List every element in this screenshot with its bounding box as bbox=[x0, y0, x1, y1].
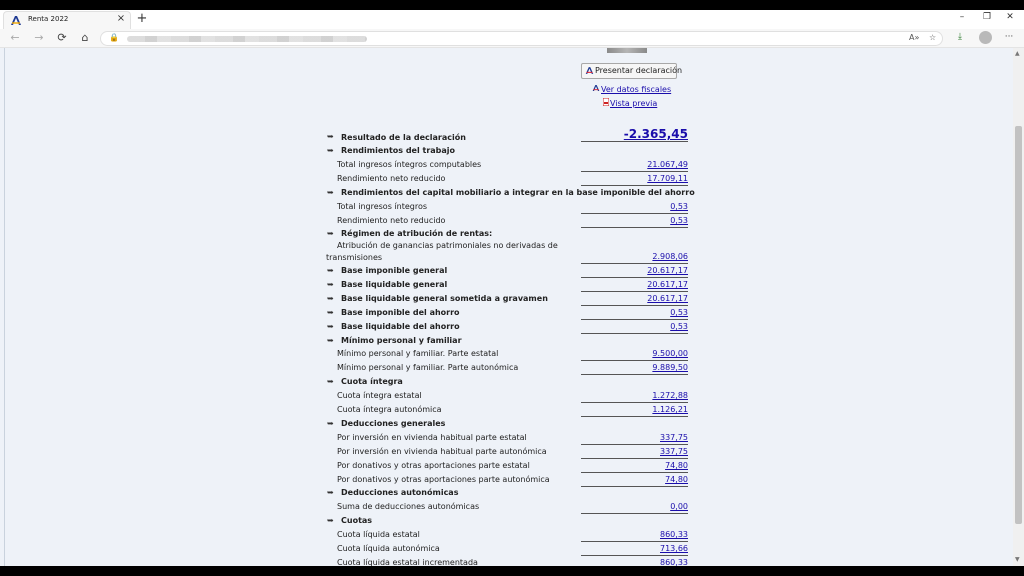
page-content bbox=[0, 48, 1013, 566]
result-label: Resultado de la declaración bbox=[341, 133, 466, 142]
tab-title: Renta 2022 bbox=[28, 15, 69, 23]
row-value-link[interactable]: 20.617,17 bbox=[647, 266, 688, 275]
favorites-icon[interactable]: ☆ bbox=[929, 33, 937, 42]
present-button-label: Presentar declaración bbox=[595, 66, 683, 75]
value-underline bbox=[581, 472, 688, 473]
row-label: Total ingresos íntegros bbox=[337, 201, 428, 211]
row-label: Régimen de atribución de rentas: bbox=[341, 229, 493, 239]
fiscal-link-label: Ver datos fiscales bbox=[601, 85, 672, 94]
read-aloud-icon[interactable]: A» bbox=[909, 33, 920, 42]
restore-icon[interactable]: ❐ bbox=[982, 12, 992, 22]
arrow-icon: ➥ bbox=[327, 335, 334, 345]
row-label: Rendimientos del capital mobiliario a integrar en la base imponible del ahorro bbox=[341, 187, 695, 197]
arrow-icon: ➥ bbox=[327, 307, 334, 317]
summary-row-por-inversion-en-vivienda-habitual-parte bbox=[326, 433, 688, 447]
arrow-icon: ➥ bbox=[327, 187, 334, 197]
value-underline bbox=[581, 513, 688, 514]
row-label: Mínimo personal y familiar. Parte estatal bbox=[337, 349, 499, 359]
arrow-icon: ➥ bbox=[327, 418, 334, 428]
tab-close-icon[interactable]: × bbox=[116, 13, 126, 24]
value-underline bbox=[581, 360, 688, 361]
summary-row-base-imponible-del-ahorro bbox=[326, 308, 688, 322]
value-underline bbox=[581, 333, 688, 334]
value-underline bbox=[581, 291, 688, 292]
row-value-link[interactable]: 20.617,17 bbox=[647, 293, 688, 303]
summary-row-minimo-personal-y-familiar-parte-autonom bbox=[326, 363, 688, 377]
vertical-scrollbar[interactable] bbox=[1013, 48, 1024, 566]
attrib-value-link[interactable]: 2.908,06 bbox=[652, 252, 688, 261]
value-underline bbox=[581, 277, 688, 278]
frame-border-left bbox=[4, 48, 5, 566]
row-label: Por inversión en vivienda habitual parte autonómica bbox=[337, 446, 547, 456]
value-underline bbox=[581, 319, 688, 320]
row-label: Mínimo personal y familiar bbox=[341, 335, 462, 345]
row-label: Cuota íntegra estatal bbox=[337, 391, 422, 401]
arrow-icon: ➥ bbox=[327, 293, 334, 303]
row-value-link[interactable]: 337,75 bbox=[660, 446, 688, 456]
browser-tab[interactable] bbox=[3, 11, 131, 29]
row-value-link[interactable]: 0,53 bbox=[670, 201, 688, 211]
tab-bar bbox=[0, 10, 1024, 29]
arrow-icon: ➥ bbox=[327, 132, 334, 141]
arrow-icon: ➥ bbox=[327, 279, 334, 289]
lock-icon[interactable]: 🔒 bbox=[109, 33, 119, 42]
arrow-icon: ➥ bbox=[327, 516, 334, 526]
row-label: Cuota líquida autonómica bbox=[337, 544, 440, 553]
summary-row-por-donativos-y-otras-aportaciones-parte bbox=[326, 461, 688, 475]
attrib-row bbox=[326, 252, 688, 266]
row-label: Base liquidable general sometida a gravamen bbox=[341, 293, 548, 303]
row-label: Mínimo personal y familiar. Parte autonómica bbox=[337, 363, 519, 373]
scroll-up-icon[interactable]: ▲ bbox=[1015, 50, 1020, 57]
value-underline bbox=[581, 402, 688, 403]
row-value-link[interactable]: 0,53 bbox=[670, 321, 688, 331]
value-underline bbox=[581, 374, 688, 375]
arrow-icon: ➥ bbox=[327, 229, 334, 239]
value-underline bbox=[581, 185, 688, 186]
summary-row-rendimiento-neto-reducido bbox=[326, 174, 688, 188]
profile-avatar[interactable] bbox=[979, 31, 992, 44]
row-label: Deducciones autonómicas bbox=[341, 488, 459, 498]
attrib-label-line2: transmisiones bbox=[326, 253, 383, 262]
home-icon[interactable]: ⌂ bbox=[81, 31, 89, 44]
summary-row-rendimientos-del-capital-mobiliario-a-in bbox=[326, 187, 695, 202]
back-icon[interactable]: ← bbox=[10, 31, 20, 44]
row-value-link[interactable]: 337,75 bbox=[660, 432, 688, 442]
value-underline bbox=[581, 416, 688, 417]
row-value-link[interactable]: 1.272,88 bbox=[652, 391, 688, 401]
aeat-favicon-icon bbox=[10, 15, 22, 26]
row-value-link[interactable]: 20.617,17 bbox=[647, 279, 688, 289]
summary-row-por-donativos-y-otras-aportaciones-parte bbox=[326, 475, 688, 489]
arrow-icon: ➥ bbox=[327, 377, 334, 387]
row-value-link[interactable]: 17.709,11 bbox=[647, 173, 688, 183]
summary-row-deducciones-generales bbox=[326, 419, 688, 433]
summary-row-minimo-personal-y-familiar-parte-estatal bbox=[326, 349, 688, 363]
row-label: Total ingresos íntegros computables bbox=[337, 159, 482, 169]
new-tab-icon[interactable]: + bbox=[136, 11, 148, 26]
preview-link-label: Vista previa bbox=[610, 99, 658, 108]
more-menu-icon[interactable]: ··· bbox=[1004, 32, 1014, 42]
value-underline bbox=[581, 305, 688, 306]
aeat-logo-icon bbox=[592, 84, 600, 94]
row-label: Cuota líquida estatal bbox=[337, 530, 420, 540]
window-close-icon[interactable]: ✕ bbox=[1006, 12, 1014, 22]
summary-row-deducciones-autonomicas bbox=[326, 488, 688, 502]
summary-row-cuota-liquida-autonomica bbox=[326, 544, 688, 558]
summary-row-cuota-liquida-estatal bbox=[326, 530, 688, 544]
summary-row-total-ingresos-integros-computables bbox=[326, 160, 688, 174]
address-bar[interactable] bbox=[100, 31, 943, 46]
row-label: Rendimientos del trabajo bbox=[341, 146, 456, 155]
row-label: Por donativos y otras aportaciones parte estatal bbox=[337, 460, 530, 470]
arrow-icon: ➥ bbox=[327, 488, 334, 498]
row-label: Base imponible del ahorro bbox=[341, 307, 460, 317]
result-row bbox=[326, 127, 688, 146]
row-label: Base liquidable general bbox=[341, 279, 448, 289]
scrollbar-thumb[interactable] bbox=[1015, 126, 1022, 524]
header-logo-partial bbox=[607, 48, 647, 53]
value-underline bbox=[581, 458, 688, 459]
value-underline bbox=[581, 486, 688, 487]
arrow-icon: ➥ bbox=[327, 266, 334, 275]
summary-row-suma-de-deducciones-autonomicas bbox=[326, 502, 688, 516]
row-value-link[interactable]: 74,80 bbox=[665, 460, 688, 470]
reload-icon[interactable]: ⟳ bbox=[57, 31, 67, 44]
row-value-link[interactable]: 713,66 bbox=[660, 544, 688, 553]
aeat-logo-icon bbox=[585, 66, 594, 77]
arrow-icon: ➥ bbox=[327, 321, 334, 331]
value-underline bbox=[581, 263, 688, 264]
value-underline bbox=[581, 141, 688, 142]
summary-row-total-ingresos-integros bbox=[326, 202, 688, 216]
value-underline bbox=[581, 555, 688, 556]
row-value-link[interactable]: 1.126,21 bbox=[652, 405, 688, 414]
value-underline bbox=[581, 541, 688, 542]
summary-row-minimo-personal-y-familiar bbox=[326, 336, 688, 350]
row-label: Base imponible general bbox=[341, 266, 448, 275]
row-label: Rendimiento neto reducido bbox=[337, 173, 446, 183]
row-label: Por donativos y otras aportaciones parte autonómica bbox=[337, 474, 550, 484]
row-value-link[interactable]: 74,80 bbox=[665, 474, 688, 484]
view-fiscal-data-link[interactable] bbox=[592, 84, 671, 94]
row-label: Por inversión en vivienda habitual parte estatal bbox=[337, 432, 527, 442]
attrib-label-line1: Atribución de ganancias patrimoniales no derivadas de bbox=[337, 241, 558, 250]
value-underline bbox=[581, 444, 688, 445]
minimize-icon[interactable]: – bbox=[959, 12, 965, 22]
row-label: Rendimiento neto reducido bbox=[337, 215, 446, 225]
row-label: Base liquidable del ahorro bbox=[341, 321, 460, 331]
row-value-link[interactable]: 860,33 bbox=[660, 557, 688, 566]
pdf-icon bbox=[603, 98, 609, 108]
summary-row-rendimiento-neto-reducido bbox=[326, 216, 688, 230]
row-value-link[interactable]: 860,33 bbox=[660, 530, 688, 540]
summary-row-cuota-integra-estatal bbox=[326, 391, 688, 405]
row-value-link[interactable]: 0,53 bbox=[670, 307, 688, 317]
value-underline bbox=[581, 213, 688, 214]
arrow-icon: ➥ bbox=[327, 146, 334, 155]
row-label: Cuota líquida estatal incrementada bbox=[337, 557, 478, 566]
summary-row-cuota-integra-autonomica bbox=[326, 405, 688, 419]
result-value-link[interactable]: -2.365,45 bbox=[623, 127, 688, 141]
summary-row-base-liquidable-general bbox=[326, 280, 688, 294]
scroll-down-icon[interactable]: ▼ bbox=[1015, 556, 1020, 563]
row-label: Cuota íntegra bbox=[341, 377, 403, 387]
browser-toolbar bbox=[0, 29, 1024, 48]
summary-row-cuota-integra bbox=[326, 377, 688, 391]
row-label: Cuota íntegra autonómica bbox=[337, 405, 442, 414]
downloads-icon[interactable]: ⤓ bbox=[958, 32, 962, 42]
row-value-link[interactable]: 0,00 bbox=[670, 502, 688, 512]
preview-link[interactable] bbox=[603, 98, 657, 108]
value-underline bbox=[581, 171, 688, 172]
value-underline bbox=[581, 227, 688, 228]
url-blurred bbox=[127, 36, 367, 42]
summary-row-base-liquidable-del-ahorro bbox=[326, 322, 688, 336]
row-label: Suma de deducciones autonómicas bbox=[337, 502, 480, 512]
row-label: Deducciones generales bbox=[341, 418, 446, 428]
present-declaration-button[interactable] bbox=[581, 63, 683, 79]
row-label: Cuotas bbox=[341, 516, 373, 526]
summary-row-por-inversion-en-vivienda-habitual-parte bbox=[326, 447, 688, 461]
summary-row-base-imponible-general bbox=[326, 266, 688, 280]
summary-row-base-liquidable-general-sometida-a-grava bbox=[326, 294, 688, 308]
row-value-link[interactable]: 0,53 bbox=[670, 215, 688, 225]
summary-row-cuotas bbox=[326, 516, 688, 530]
forward-icon[interactable]: → bbox=[34, 31, 44, 44]
row-value-link[interactable]: 9.500,00 bbox=[652, 349, 688, 359]
row-value-link[interactable]: 9.889,50 bbox=[652, 363, 688, 373]
summary-row-rendimientos-del-trabajo bbox=[326, 146, 688, 160]
row-value-link[interactable]: 21.067,49 bbox=[647, 159, 688, 169]
summary-row-cuota-liquida-estatal-incrementada bbox=[326, 558, 688, 566]
